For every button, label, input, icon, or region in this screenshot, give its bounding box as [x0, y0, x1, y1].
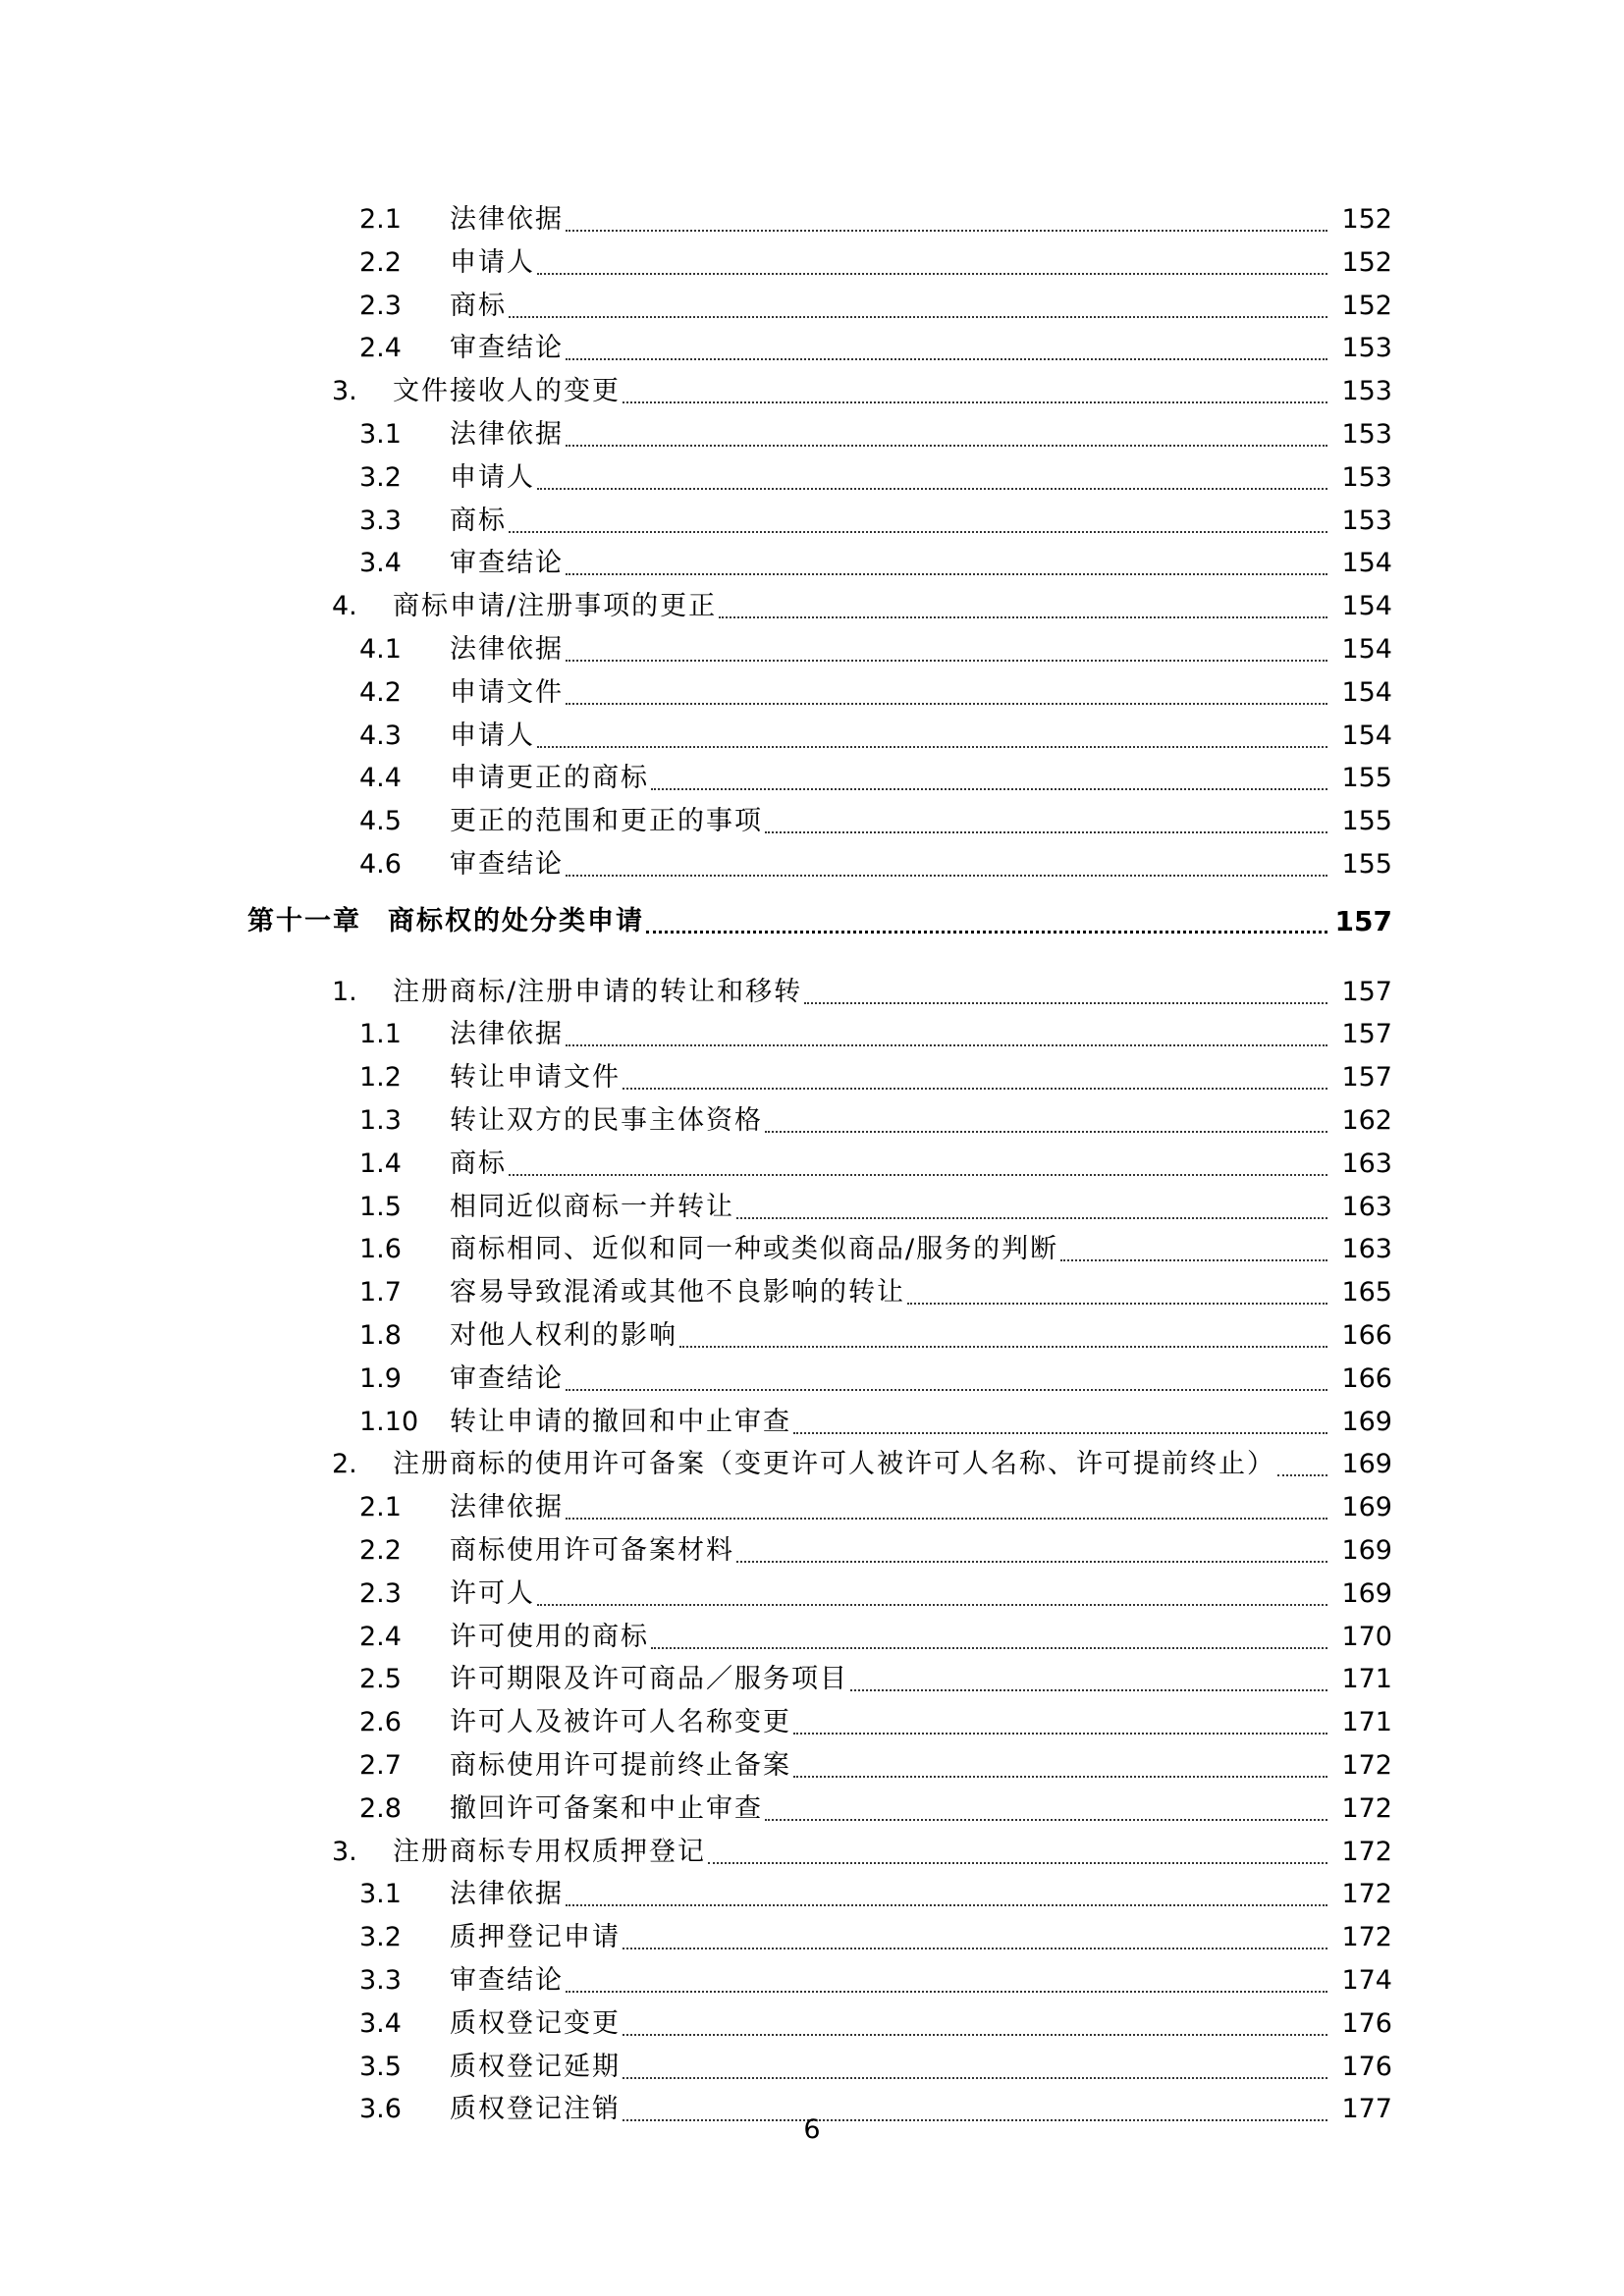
- toc-dot-leader: [646, 904, 1327, 939]
- toc-entry-number: 3.5: [359, 2051, 402, 2082]
- toc-entry-title: 商标使用许可提前终止备案: [450, 1750, 791, 1781]
- toc-entry-number: 2.1: [359, 204, 402, 235]
- toc-entry[interactable]: [0, 1362, 1624, 1397]
- toc-entry-page: 153: [1341, 376, 1392, 407]
- toc-entry-title: 许可期限及许可商品／服务项目: [450, 1664, 848, 1695]
- toc-entry-page: 171: [1341, 1664, 1392, 1695]
- toc-entry[interactable]: [0, 975, 1624, 1010]
- toc-entry-number: 1.10: [359, 1406, 419, 1437]
- toc-entry-title: 法律依据: [450, 419, 564, 450]
- toc-entry-page: 169: [1341, 1449, 1392, 1480]
- toc-entry-title: 许可人及被许可人名称变更: [450, 1707, 791, 1738]
- toc-dot-leader: [804, 975, 1327, 1010]
- toc-entry-number: 1.: [332, 976, 357, 1007]
- toc-dot-leader: [537, 245, 1327, 281]
- toc-entry-page: 169: [1341, 1406, 1392, 1437]
- toc-entry[interactable]: [0, 1147, 1624, 1182]
- toc-entry-page: 166: [1341, 1362, 1392, 1394]
- toc-dot-leader: [566, 1877, 1327, 1912]
- toc-entry[interactable]: [0, 1662, 1624, 1697]
- toc-entry-page: 163: [1341, 1148, 1392, 1179]
- toc-entry-title: 注册商标的使用许可备案（变更许可人被许可人名称、许可提前终止）: [393, 1449, 1275, 1480]
- toc-dot-leader: [566, 675, 1327, 711]
- toc-entry-page: 169: [1341, 1535, 1392, 1566]
- toc-entry-page: 154: [1341, 548, 1392, 579]
- toc-entry-title: 转让申请的撤回和中止审查: [450, 1406, 791, 1437]
- toc-entry-page: 169: [1341, 1492, 1392, 1523]
- toc-entry-page: 163: [1341, 1191, 1392, 1222]
- toc-entry-title: 撤回许可备案和中止审查: [450, 1792, 763, 1824]
- toc-entry-number: 2.2: [359, 246, 402, 278]
- toc-entry-number: 4.6: [359, 849, 402, 880]
- toc-entry-number: 3.1: [359, 1879, 402, 1910]
- toc-dot-leader: [793, 1705, 1327, 1740]
- toc-entry-number: 1.3: [359, 1105, 402, 1136]
- toc-entry-title: 法律依据: [450, 1879, 564, 1910]
- toc-entry[interactable]: [0, 1791, 1624, 1827]
- toc-entry-page: 172: [1341, 1922, 1392, 1953]
- toc-entry-title: 审查结论: [450, 849, 564, 880]
- page-number: 6: [803, 2114, 821, 2145]
- toc-entry-title: 审查结论: [450, 1965, 564, 1996]
- toc-dot-leader: [765, 804, 1327, 839]
- toc-entry-page: 166: [1341, 1320, 1392, 1351]
- toc-entry-number: 2.5: [359, 1664, 402, 1695]
- toc-entry-number: 2.3: [359, 290, 402, 321]
- toc-entry[interactable]: [0, 1103, 1624, 1139]
- toc-entry-title: 审查结论: [450, 333, 564, 364]
- toc-entry-page: 154: [1341, 634, 1392, 665]
- toc-chapter-entry[interactable]: [0, 904, 1624, 939]
- toc-entry-page: 152: [1341, 246, 1392, 278]
- toc-dot-leader: [566, 546, 1327, 581]
- toc-entry[interactable]: [0, 1447, 1624, 1482]
- toc-entry-page: 172: [1341, 1792, 1392, 1824]
- toc-entry-title: 商标: [450, 505, 507, 536]
- toc-entry-number: 4.2: [359, 676, 402, 708]
- toc-entry-number: 2.8: [359, 1792, 402, 1824]
- toc-entry-page: 172: [1341, 1836, 1392, 1867]
- toc-entry-page: 157: [1341, 976, 1392, 1007]
- toc-entry-title: 法律依据: [450, 634, 564, 665]
- toc-entry-number: 4.4: [359, 763, 402, 794]
- toc-entry[interactable]: [0, 1835, 1624, 1870]
- toc-entry[interactable]: [0, 1920, 1624, 1955]
- toc-entry-title: 申请更正的商标: [450, 763, 649, 794]
- toc-entry-number: 3.3: [359, 505, 402, 536]
- toc-entry[interactable]: [0, 374, 1624, 409]
- toc-entry[interactable]: [0, 1748, 1624, 1784]
- toc-dot-leader: [623, 1060, 1327, 1095]
- toc-dot-leader: [537, 460, 1327, 496]
- toc-entry-number: 2.7: [359, 1750, 402, 1781]
- toc-entry-page: 172: [1341, 1750, 1392, 1781]
- toc-entry[interactable]: [0, 1963, 1624, 1999]
- toc-entry-number: 2.3: [359, 1577, 402, 1609]
- toc-entry-page: 170: [1341, 1621, 1392, 1652]
- toc-dot-leader: [1277, 1447, 1327, 1482]
- toc-dot-leader: [509, 504, 1327, 539]
- toc-entry-number: 2.: [332, 1449, 357, 1480]
- toc-entry-page: 154: [1341, 591, 1392, 622]
- toc-entry-number: 1.2: [359, 1062, 402, 1094]
- toc-entry-page: 172: [1341, 1879, 1392, 1910]
- toc-entry[interactable]: [0, 589, 1624, 624]
- toc-entry-number: 3.6: [359, 2094, 402, 2125]
- toc-dot-leader: [623, 374, 1327, 409]
- toc-entry-page: 174: [1341, 1965, 1392, 1996]
- toc-entry[interactable]: [0, 1405, 1624, 1440]
- toc-entry-number: 1.8: [359, 1320, 402, 1351]
- toc-entry[interactable]: [0, 847, 1624, 882]
- toc-entry-title: 转让申请文件: [450, 1062, 621, 1094]
- toc-entry-title: 许可人: [450, 1577, 535, 1609]
- toc-dot-leader: [623, 2050, 1327, 2085]
- toc-dot-leader: [907, 1275, 1327, 1310]
- toc-entry-number: 2.1: [359, 1492, 402, 1523]
- toc-entry[interactable]: [0, 1060, 1624, 1095]
- toc-dot-leader: [566, 417, 1327, 453]
- toc-entry-number: 第十一章: [247, 905, 361, 936]
- toc-entry-page: 157: [1341, 1062, 1392, 1094]
- toc-entry-number: 1.1: [359, 1019, 402, 1050]
- toc-entry-number: 1.9: [359, 1362, 402, 1394]
- toc-dot-leader: [651, 761, 1327, 796]
- toc-entry-page: 157: [1341, 1019, 1392, 1050]
- toc-entry-page: 169: [1341, 1577, 1392, 1609]
- toc-dot-leader: [566, 1963, 1327, 1999]
- toc-entry[interactable]: [0, 1190, 1624, 1225]
- toc-entry-page: 153: [1341, 333, 1392, 364]
- toc-dot-leader: [509, 289, 1327, 324]
- toc-entry-number: 2.4: [359, 333, 402, 364]
- toc-dot-leader: [566, 1490, 1327, 1525]
- toc-entry[interactable]: [0, 719, 1624, 754]
- toc-dot-leader: [1060, 1232, 1327, 1267]
- toc-entry-title: 质权登记延期: [450, 2051, 621, 2082]
- toc-entry[interactable]: [0, 675, 1624, 711]
- toc-entry-number: 4.1: [359, 634, 402, 665]
- toc-entry[interactable]: [0, 1275, 1624, 1310]
- toc-entry-title: 注册商标专用权质押登记: [393, 1836, 706, 1867]
- toc-entry-title: 文件接收人的变更: [393, 376, 621, 407]
- toc-entry-title: 法律依据: [450, 204, 564, 235]
- toc-entry-number: 3.4: [359, 2007, 402, 2039]
- toc-entry-title: 注册商标/注册申请的转让和移转: [393, 976, 803, 1007]
- toc-entry-page: 163: [1341, 1234, 1392, 1265]
- toc-dot-leader: [566, 632, 1327, 667]
- toc-entry-title: 商标申请/注册事项的更正: [393, 591, 718, 622]
- toc-dot-leader: [765, 1103, 1327, 1139]
- toc-entry-page: 153: [1341, 505, 1392, 536]
- toc-dot-leader: [566, 847, 1327, 882]
- toc-entry-page: 162: [1341, 1105, 1392, 1136]
- toc-dot-leader: [736, 1533, 1327, 1569]
- toc-dot-leader: [566, 1362, 1327, 1397]
- toc-entry[interactable]: [0, 1017, 1624, 1052]
- toc-entry[interactable]: [0, 202, 1624, 238]
- toc-dot-leader: [850, 1662, 1327, 1697]
- toc-dot-leader: [679, 1318, 1327, 1354]
- toc-entry-number: 2.2: [359, 1535, 402, 1566]
- toc-entry-number: 1.4: [359, 1148, 402, 1179]
- toc-entry-number: 3.2: [359, 461, 402, 493]
- toc-entry[interactable]: [0, 289, 1624, 324]
- toc-entry-title: 更正的范围和更正的事项: [450, 806, 763, 837]
- toc-dot-leader: [651, 1620, 1327, 1655]
- toc-entry-title: 申请人: [450, 246, 535, 278]
- toc-entry[interactable]: [0, 2006, 1624, 2042]
- toc-entry[interactable]: [0, 1318, 1624, 1354]
- toc-entry-title: 质权登记变更: [450, 2007, 621, 2039]
- toc-entry[interactable]: [0, 504, 1624, 539]
- toc-entry-page: 165: [1341, 1277, 1392, 1308]
- toc-dot-leader: [623, 1920, 1327, 1955]
- toc-entry[interactable]: [0, 1533, 1624, 1569]
- toc-entry-page: 152: [1341, 290, 1392, 321]
- toc-entry-number: 1.7: [359, 1277, 402, 1308]
- toc-entry-title: 商标相同、近似和同一种或类似商品/服务的判断: [450, 1234, 1059, 1265]
- toc-entry[interactable]: [0, 1490, 1624, 1525]
- toc-entry-number: 2.6: [359, 1707, 402, 1738]
- toc-entry-title: 法律依据: [450, 1492, 564, 1523]
- toc-entry[interactable]: [0, 417, 1624, 453]
- toc-dot-leader: [566, 1017, 1327, 1052]
- toc-entry-page: 155: [1341, 849, 1392, 880]
- toc-dot-leader: [509, 1147, 1327, 1182]
- toc-entry-title: 商标使用许可备案材料: [450, 1535, 734, 1566]
- toc-entry-page: 157: [1334, 904, 1392, 937]
- toc-dot-leader: [736, 1190, 1327, 1225]
- toc-entry-title: 容易导致混淆或其他不良影响的转让: [450, 1277, 905, 1308]
- toc-entry-page: 154: [1341, 676, 1392, 708]
- toc-dot-leader: [537, 719, 1327, 754]
- toc-entry-page: 155: [1341, 763, 1392, 794]
- toc-entry-title: 质押登记申请: [450, 1922, 621, 1953]
- toc-entry-page: 155: [1341, 806, 1392, 837]
- toc-entry[interactable]: [0, 1232, 1624, 1267]
- toc-entry-page: 154: [1341, 720, 1392, 751]
- toc-dot-leader: [793, 1748, 1327, 1784]
- toc-entry-number: 3.: [332, 1836, 357, 1867]
- toc-entry-page: 176: [1341, 2051, 1392, 2082]
- toc-entry-page: 177: [1341, 2094, 1392, 2125]
- toc-entry-title: 商标: [450, 1148, 507, 1179]
- toc-entry-title: 质权登记注销: [450, 2094, 621, 2125]
- toc-entry[interactable]: [0, 546, 1624, 581]
- toc-entry-page: 171: [1341, 1707, 1392, 1738]
- toc-entry-title: 申请人: [450, 720, 535, 751]
- toc-entry-title: 相同近似商标一并转让: [450, 1191, 734, 1222]
- toc-entry[interactable]: [0, 1877, 1624, 1912]
- toc-entry-page: 153: [1341, 461, 1392, 493]
- toc-entry[interactable]: [0, 632, 1624, 667]
- toc-entry-number: 3.3: [359, 1965, 402, 1996]
- toc-entry-title: 审查结论: [450, 548, 564, 579]
- toc-entry[interactable]: [0, 804, 1624, 839]
- toc-entry-number: 3.: [332, 376, 357, 407]
- toc-entry-title: 审查结论: [450, 1362, 564, 1394]
- toc-entry-number: 2.4: [359, 1621, 402, 1652]
- toc-entry-title: 申请文件: [450, 676, 564, 708]
- toc-entry[interactable]: [0, 2050, 1624, 2085]
- toc-entry-number: 3.1: [359, 419, 402, 450]
- toc-entry[interactable]: [0, 460, 1624, 496]
- toc-entry-title: 商标: [450, 290, 507, 321]
- toc-dot-leader: [537, 1576, 1327, 1612]
- toc-entry-title: 转让双方的民事主体资格: [450, 1105, 763, 1136]
- toc-dot-leader: [566, 202, 1327, 238]
- toc-entry-number: 1.6: [359, 1234, 402, 1265]
- toc-entry[interactable]: [0, 245, 1624, 281]
- toc-entry[interactable]: [0, 1576, 1624, 1612]
- toc-entry-title: 法律依据: [450, 1019, 564, 1050]
- toc-entry-number: 4.5: [359, 806, 402, 837]
- toc-dot-leader: [566, 331, 1327, 366]
- toc-entry[interactable]: [0, 331, 1624, 366]
- toc-entry-title: 申请人: [450, 461, 535, 493]
- toc-dot-leader: [708, 1835, 1327, 1870]
- toc-dot-leader: [793, 1405, 1327, 1440]
- toc-entry[interactable]: [0, 1705, 1624, 1740]
- toc-entry-number: 4.3: [359, 720, 402, 751]
- toc-entry[interactable]: [0, 761, 1624, 796]
- toc-entry-number: 4.: [332, 591, 357, 622]
- toc-entry-page: 176: [1341, 2007, 1392, 2039]
- toc-entry-title: 对他人权利的影响: [450, 1320, 677, 1351]
- toc-entry-page: 153: [1341, 419, 1392, 450]
- toc-dot-leader: [765, 1791, 1327, 1827]
- toc-entry-number: 3.2: [359, 1922, 402, 1953]
- toc-dot-leader: [623, 2006, 1327, 2042]
- toc-entry-number: 3.4: [359, 548, 402, 579]
- toc-entry-number: 1.5: [359, 1191, 402, 1222]
- toc-entry[interactable]: [0, 1620, 1624, 1655]
- toc-entry-page: 152: [1341, 204, 1392, 235]
- toc-dot-leader: [719, 589, 1327, 624]
- toc-entry-title: 商标权的处分类申请: [388, 905, 644, 936]
- toc-entry-title: 许可使用的商标: [450, 1621, 649, 1652]
